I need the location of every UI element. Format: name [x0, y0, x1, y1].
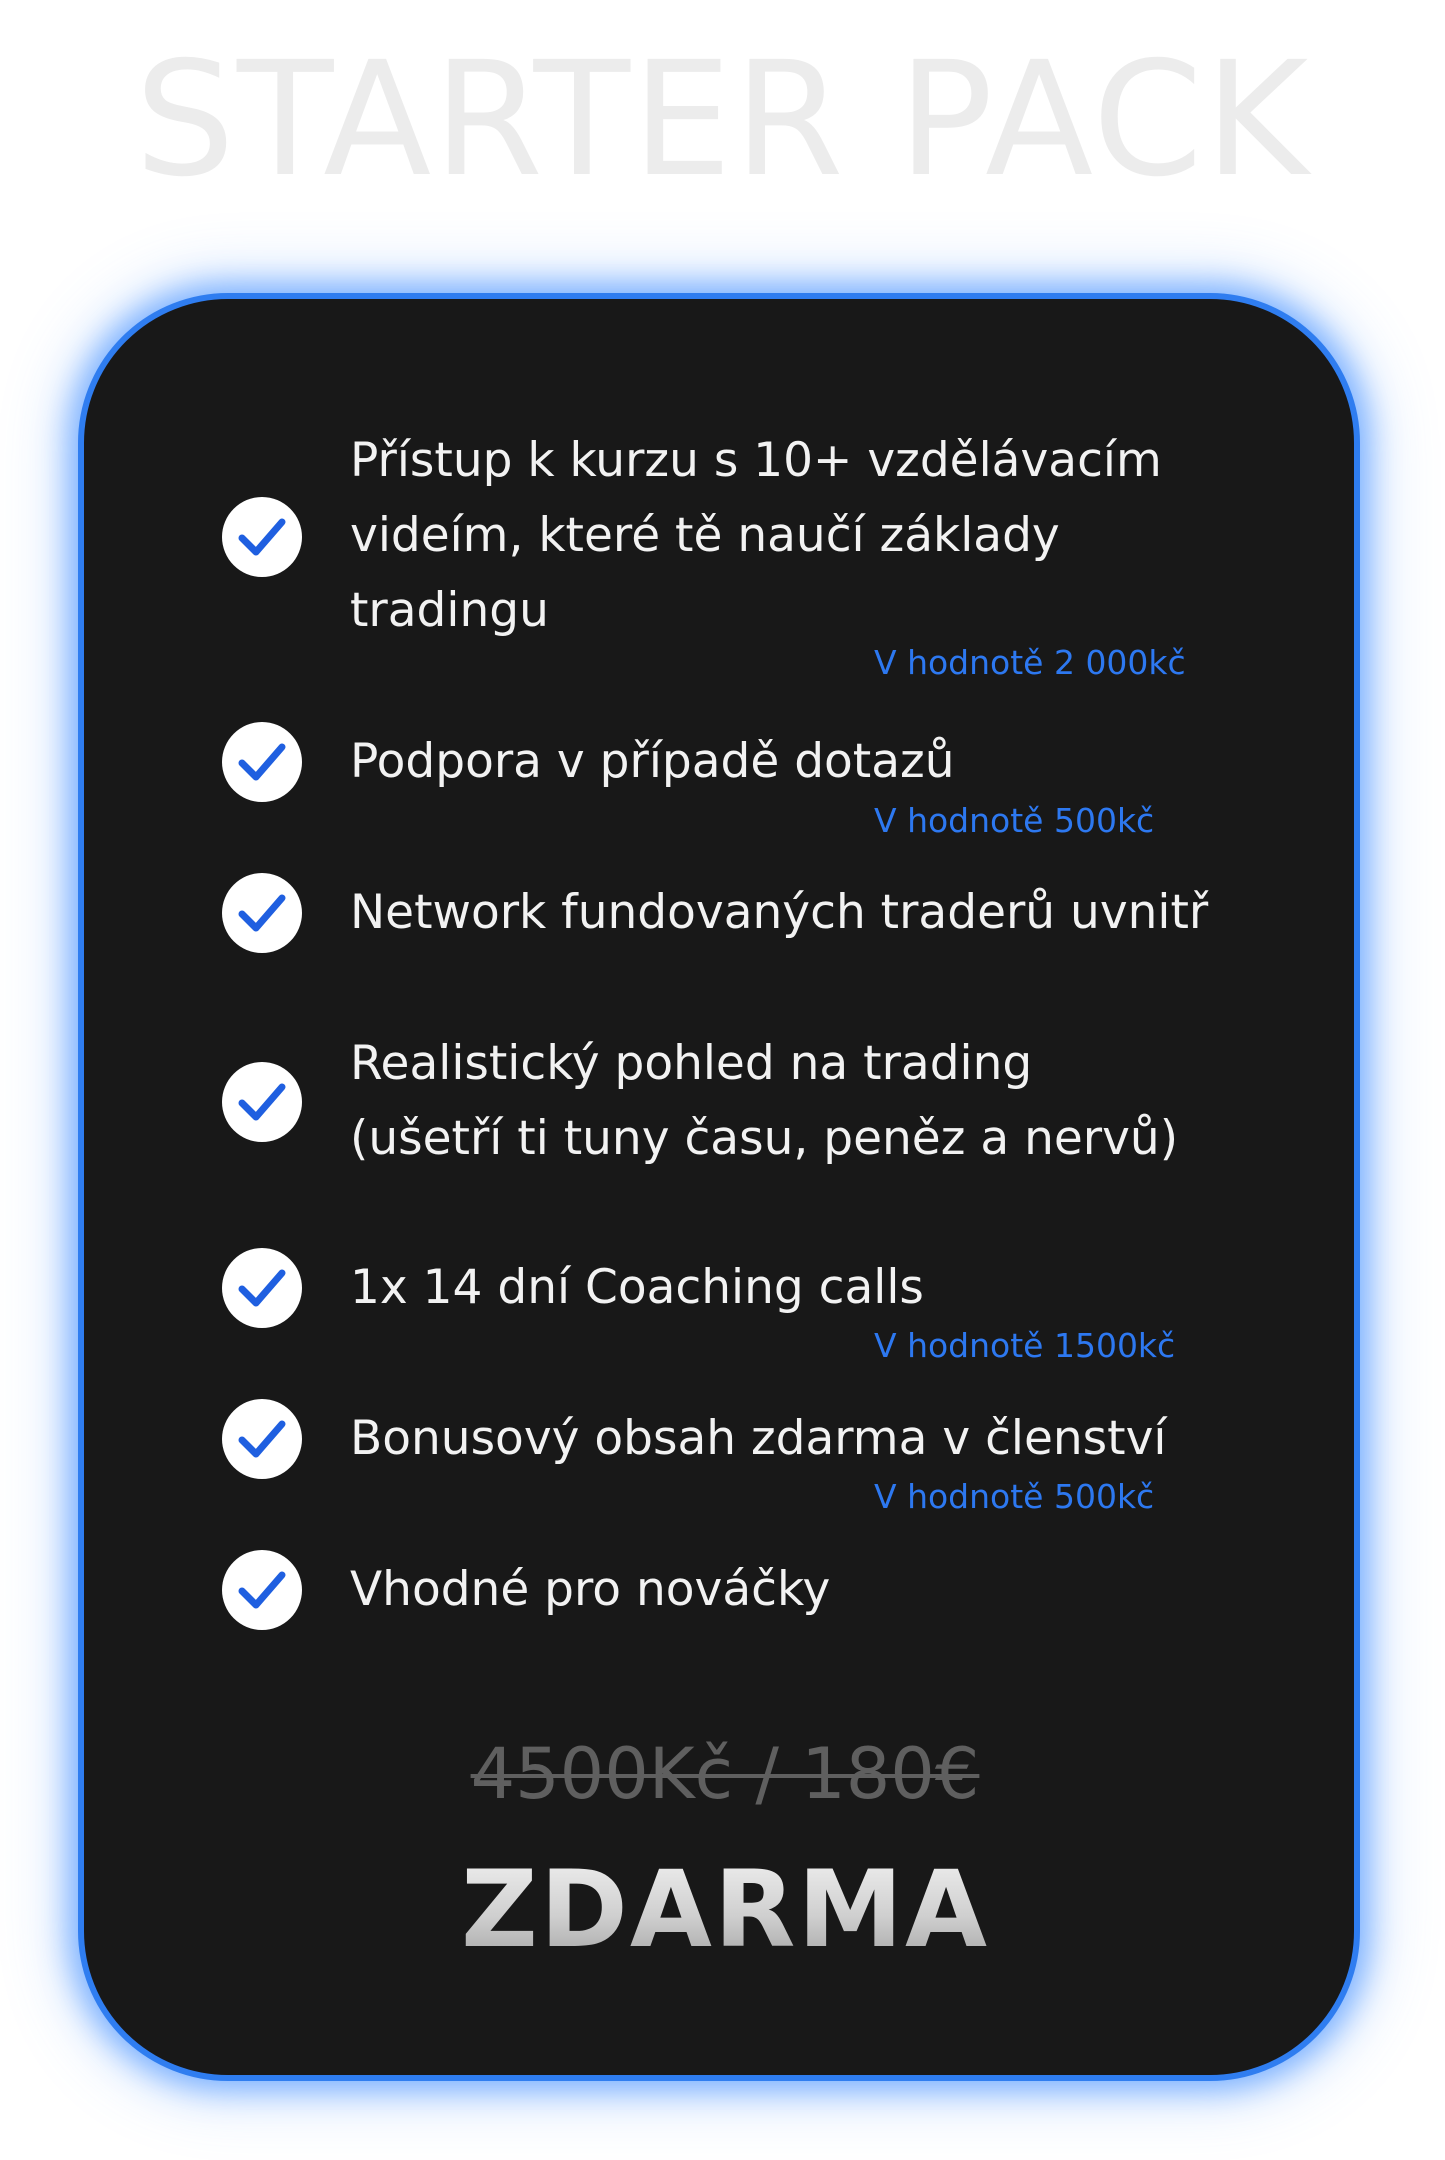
- old-price: 4500Kč / 180€: [470, 1733, 980, 1815]
- feature-item-realistic-view: [350, 1026, 1330, 1176]
- feature-line: Přístup k kurzu s 10+ vzdělávacím: [350, 433, 1162, 488]
- feature-line: videím, které tě naučí základy: [350, 508, 1060, 563]
- starter-pack-card: [78, 293, 1360, 2081]
- check-circle-icon: [222, 1550, 302, 1630]
- check-circle-icon: [222, 497, 302, 577]
- value-note: V hodnotě 1500kč: [874, 1326, 1176, 1365]
- feature-item-network: [350, 875, 1330, 950]
- check-circle-icon: [222, 1062, 302, 1142]
- feature-line: Podpora v případě dotazů: [350, 734, 955, 789]
- feature-item-course-access: [350, 423, 1330, 648]
- feature-line: Network fundovaných traderů uvnitř: [350, 885, 1209, 940]
- check-circle-icon: [222, 722, 302, 802]
- feature-line: (ušetří ti tuny času, peněz a nervů): [350, 1111, 1179, 1166]
- feature-line: 1x 14 dní Coaching calls: [350, 1260, 924, 1315]
- feature-item-beginners: [350, 1552, 1330, 1627]
- value-note: V hodnotě 2 000kč: [874, 643, 1186, 682]
- check-circle-icon: [222, 1399, 302, 1479]
- feature-line: Bonusový obsah zdarma v členství: [350, 1411, 1167, 1466]
- check-circle-icon: [222, 873, 302, 953]
- feature-line: Vhodné pro nováčky: [350, 1562, 831, 1617]
- feature-line: Realistický pohled na trading: [350, 1036, 1033, 1091]
- feature-item-support: [350, 724, 1330, 799]
- value-note: V hodnotě 500kč: [874, 801, 1155, 840]
- value-note: V hodnotě 500kč: [874, 1477, 1155, 1516]
- check-circle-icon: [222, 1248, 302, 1328]
- feature-item-bonus-content: [350, 1401, 1330, 1476]
- page-title: STARTER PACK: [134, 28, 1311, 212]
- new-price: ZDARMA: [84, 1845, 1366, 1975]
- feature-line: tradingu: [350, 583, 549, 638]
- feature-item-coaching-calls: [350, 1250, 1330, 1325]
